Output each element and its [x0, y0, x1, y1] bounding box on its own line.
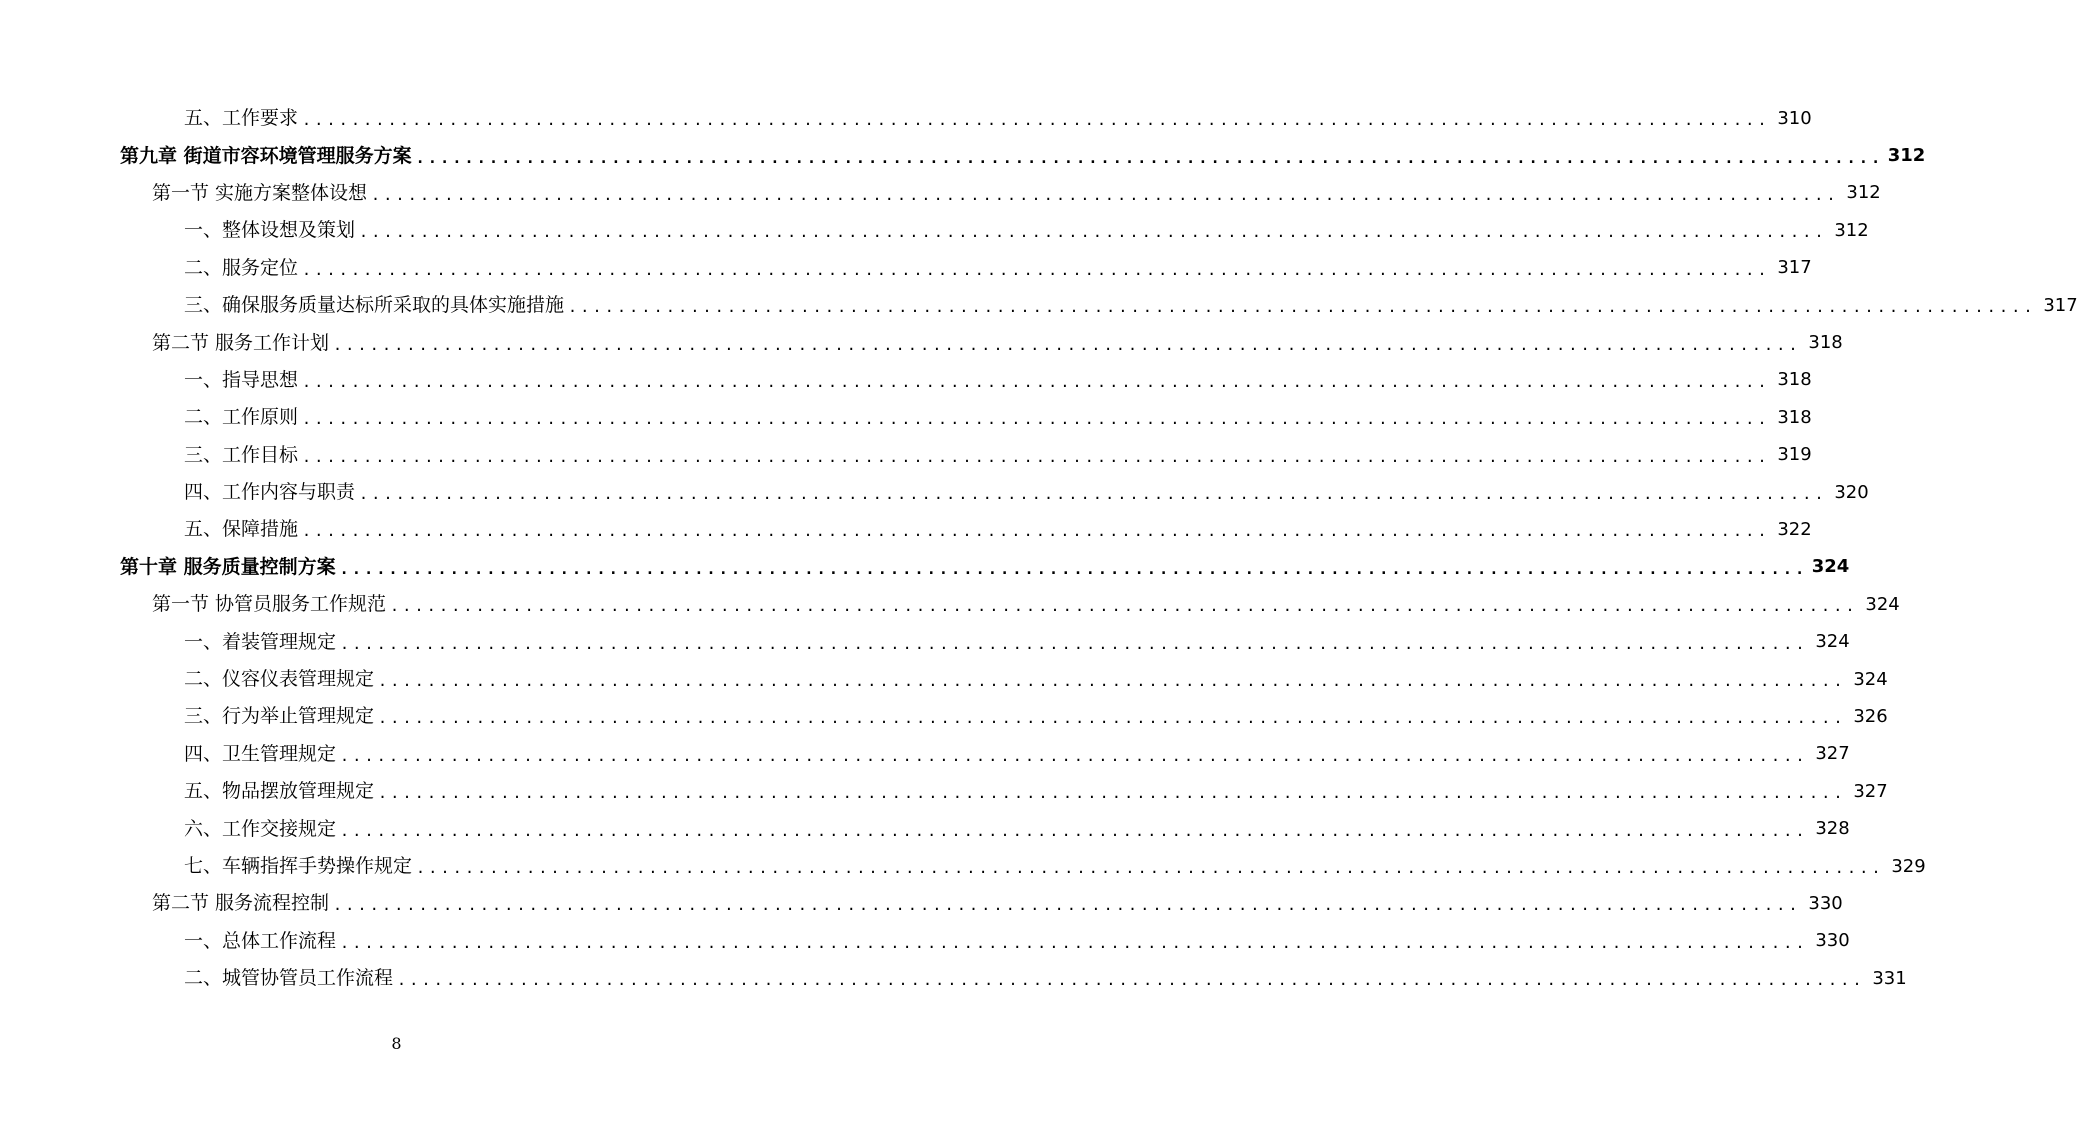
toc-entry-title: 七、车辆指挥手势操作规定	[184, 855, 413, 877]
toc-entry-title: 三、行为举止管理规定	[184, 705, 375, 728]
toc-entry-page: 327	[1815, 743, 1850, 765]
toc-entry-title: 第一节 协管员服务工作规范	[152, 593, 387, 616]
toc-leader-dots: ........................................................................................................................	[359, 223, 1827, 242]
toc-entry-page: 326	[1853, 705, 1888, 727]
toc-leader-dots: ........................................................................................................................	[302, 522, 1770, 541]
toc-leader-dots: ........................................................................................................................	[302, 447, 1770, 466]
toc-entry[interactable]	[0, 511, 1812, 548]
toc-leader-dots: ........................................................................................................................	[378, 784, 1846, 803]
toc-leader-dots: ........................................................................................................................	[302, 372, 1770, 391]
toc-entry[interactable]	[0, 773, 1888, 810]
page-number: 8	[391, 1034, 402, 1053]
toc-leader-dots: ........................................................................................................................	[339, 559, 1808, 578]
toc-entry-page: 318	[1777, 369, 1812, 391]
table-of-contents	[0, 100, 2078, 997]
toc-entry-page: 329	[1891, 855, 1926, 877]
toc-entry[interactable]	[0, 661, 1888, 698]
toc-leader-dots: ........................................................................................................................	[302, 111, 1770, 130]
toc-entry[interactable]	[0, 324, 1843, 361]
toc-entry-page: 324	[1811, 556, 1850, 578]
toc-entry[interactable]	[0, 549, 1850, 586]
toc-leader-dots: ........................................................................................................................	[302, 260, 1770, 279]
toc-leader-dots: ........................................................................................................................	[568, 298, 2036, 317]
toc-entry-page: 330	[1808, 892, 1843, 914]
toc-leader-dots: ........................................................................................................................	[397, 971, 1865, 990]
toc-leader-dots: ........................................................................................................................	[416, 859, 1884, 877]
toc-entry-page: 320	[1834, 481, 1869, 503]
toc-leader-dots: ........................................................................................................................	[340, 634, 1808, 653]
toc-entry-page: 312	[1887, 145, 1926, 167]
toc-leader-dots: ........................................................................................................................	[415, 148, 1884, 167]
toc-entry-title: 第一节 实施方案整体设想	[152, 181, 368, 204]
toc-entry[interactable]	[0, 586, 1900, 623]
toc-entry-page: 318	[1808, 332, 1843, 354]
toc-entry-title: 一、着装管理规定	[184, 630, 337, 653]
toc-leader-dots: ........................................................................................................................	[340, 821, 1808, 840]
toc-entry[interactable]	[0, 399, 1812, 436]
toc-leader-dots: ........................................................................................................................	[340, 746, 1808, 765]
toc-entry-title: 二、工作原则	[184, 406, 299, 429]
toc-entry[interactable]	[0, 848, 1926, 885]
toc-entry[interactable]	[0, 212, 1869, 249]
toc-entry[interactable]	[0, 474, 1869, 511]
toc-entry-title: 二、服务定位	[184, 256, 299, 279]
toc-entry[interactable]	[0, 175, 1881, 212]
toc-entry-title: 第二节 服务流程控制	[152, 892, 330, 915]
toc-entry-title: 一、总体工作流程	[184, 929, 337, 952]
toc-entry-page: 322	[1777, 518, 1812, 540]
toc-leader-dots: ........................................................................................................................	[371, 185, 1839, 204]
toc-leader-dots: ........................................................................................................................	[333, 896, 1801, 915]
toc-entry[interactable]	[0, 362, 1812, 399]
toc-entry-title: 五、工作要求	[184, 107, 299, 130]
toc-entry-page: 317	[2043, 294, 2078, 316]
toc-entry[interactable]	[0, 736, 1850, 773]
toc-entry-title: 五、保障措施	[184, 518, 299, 541]
toc-entry-page: 324	[1815, 631, 1850, 653]
toc-entry-title: 一、整体设想及策划	[184, 219, 356, 242]
toc-entry-title: 二、仪容仪表管理规定	[184, 668, 375, 691]
toc-entry-page: 327	[1853, 780, 1888, 802]
toc-entry[interactable]	[0, 623, 1850, 660]
toc-entry-page: 330	[1815, 930, 1850, 952]
toc-entry[interactable]	[0, 437, 1812, 474]
toc-entry-page: 331	[1872, 967, 1907, 989]
toc-entry-title: 第二节 服务工作计划	[152, 331, 330, 354]
toc-entry-page: 324	[1865, 593, 1900, 615]
toc-leader-dots: ........................................................................................................................	[378, 709, 1846, 728]
toc-entry-title: 二、城管协管员工作流程	[184, 967, 394, 990]
toc-entry[interactable]	[0, 287, 2078, 324]
toc-entry[interactable]	[0, 923, 1850, 960]
toc-entry-page: 312	[1834, 219, 1869, 241]
toc-entry[interactable]	[0, 885, 1843, 922]
toc-entry[interactable]	[0, 250, 1812, 287]
toc-entry-page: 310	[1777, 107, 1812, 129]
toc-entry-title: 第十章 服务质量控制方案	[120, 555, 336, 578]
toc-entry-page: 317	[1777, 257, 1812, 279]
toc-entry-title: 一、指导思想	[184, 368, 299, 391]
toc-entry[interactable]	[0, 698, 1888, 735]
toc-entry-title: 四、工作内容与职责	[184, 481, 356, 504]
toc-leader-dots: ........................................................................................................................	[340, 933, 1808, 952]
toc-entry-page: 319	[1777, 444, 1812, 466]
toc-entry-page: 312	[1846, 182, 1881, 204]
toc-entry-page: 328	[1815, 818, 1850, 840]
toc-entry-page: 318	[1777, 406, 1812, 428]
toc-leader-dots: ........................................................................................................................	[390, 597, 1858, 616]
toc-entry-title: 四、卫生管理规定	[184, 742, 337, 765]
toc-entry[interactable]	[0, 810, 1850, 847]
toc-entry-page: 324	[1853, 668, 1888, 690]
toc-entry-title: 第九章 街道市容环境管理服务方案	[120, 144, 412, 167]
toc-entry[interactable]	[0, 137, 1926, 174]
toc-entry-title: 三、工作目标	[184, 443, 299, 466]
toc-leader-dots: ........................................................................................................................	[333, 335, 1801, 354]
toc-entry-title: 六、工作交接规定	[184, 817, 337, 840]
toc-entry-title: 三、确保服务质量达标所采取的具体实施措施	[184, 294, 565, 317]
toc-leader-dots: ........................................................................................................................	[302, 410, 1770, 429]
toc-leader-dots: ........................................................................................................................	[359, 485, 1827, 504]
toc-entry[interactable]	[0, 100, 1812, 137]
toc-entry-title: 五、物品摆放管理规定	[184, 780, 375, 803]
toc-leader-dots: ........................................................................................................................	[378, 672, 1846, 691]
toc-entry[interactable]	[0, 960, 1907, 997]
